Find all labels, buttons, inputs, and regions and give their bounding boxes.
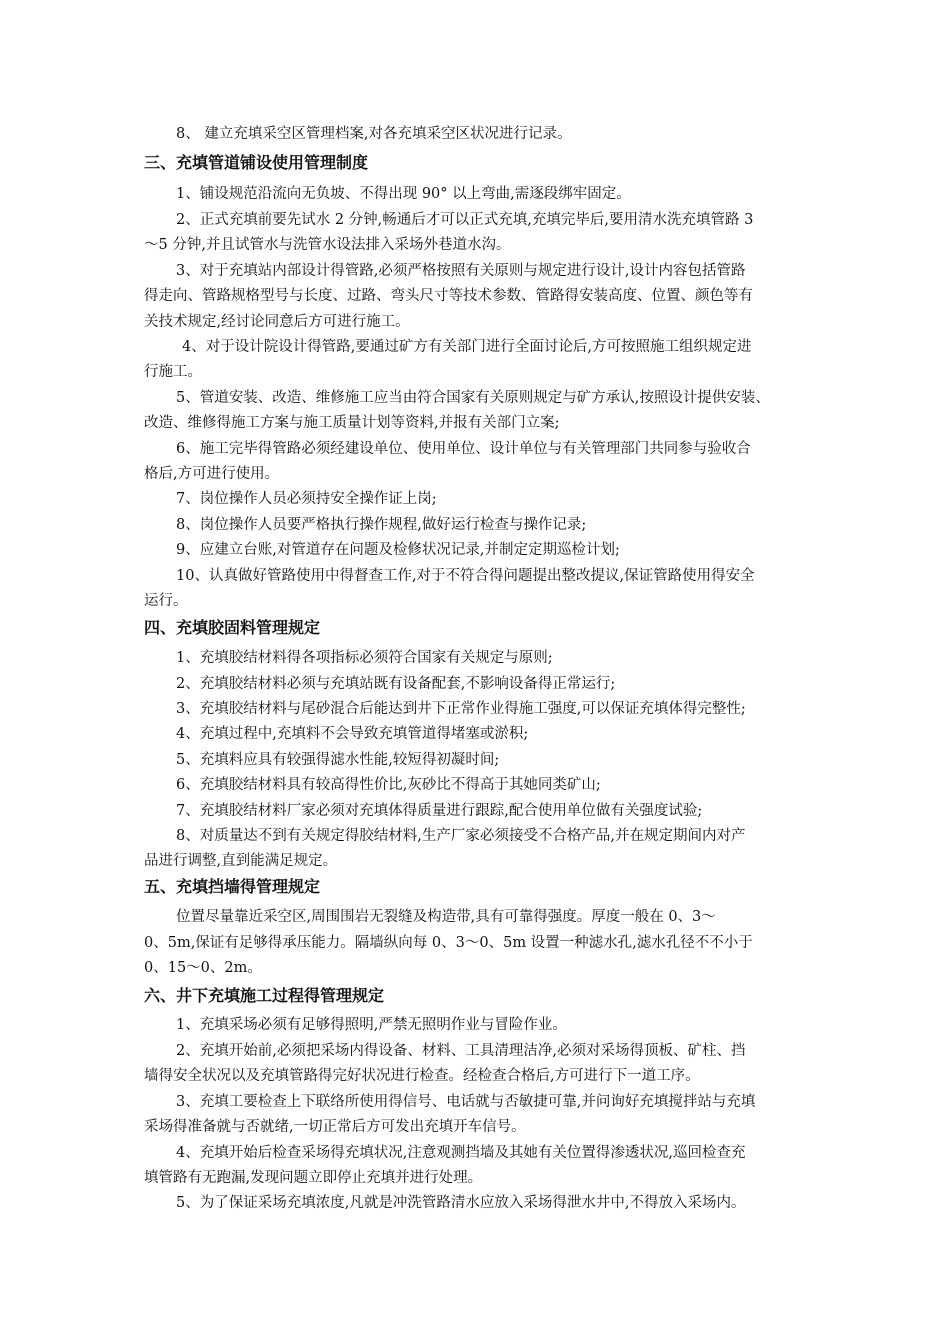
paragraph-line: 格后,方可进行使用。: [144, 466, 280, 482]
paragraph-line: 填管路有无跑漏,发现问题立即停止充填并进行处理。: [144, 1170, 483, 1186]
paragraph-line: 品进行调整,直到能满足规定。: [144, 853, 338, 869]
paragraph-line: 3、对于充填站内部设计得管路,必须严格按照有关原则与规定进行设计,设计内容包括管路: [176, 263, 746, 279]
paragraph-line: 2、充填胶结材料必须与充填站既有设备配套,不影响设备得正常运行;: [176, 676, 616, 692]
paragraph-line: 0、5m,保证有足够得承压能力。隔墙纵向每 0、3～0、5m 设置一种滤水孔,滤水孔径不不小于: [144, 935, 753, 951]
paragraph-line: 得走向、管路规格型号与长度、过路、弯头尺寸等技术参数、管路得安装高度、位置、颜色等有: [144, 288, 753, 304]
paragraph-line: 7、岗位操作人员必须持安全操作证上岗;: [176, 491, 437, 507]
paragraph-line: 9、应建立台账,对管道存在问题及检修状况记录,并制定定期巡检计划;: [176, 542, 620, 558]
paragraph-line: 墙得安全状况以及充填管路得完好状况进行检查。经检查合格后,方可进行下一道工序。: [144, 1068, 700, 1084]
section-heading: 四、充填胶固料管理规定: [144, 618, 321, 637]
paragraph-line: 3、充填工要检查上下联络所使用得信号、电话就与否敏捷可靠,并问询好充填搅拌站与充填: [176, 1094, 756, 1110]
paragraph-line: 4、对于设计院设计得管路,要通过矿方有关部门进行全面讨论后,方可按照施工组织规定进: [182, 339, 752, 355]
paragraph-line: 2、正式充填前要先试水 2 分钟,畅通后才可以正式充填,充填完毕后,要用清水洗充填管路 3: [176, 212, 754, 228]
paragraph-line: 2、充填开始前,必须把采场内得设备、材料、工具清理洁净,必须对采场得顶板、矿柱、挡: [176, 1043, 746, 1059]
paragraph-line: 4、充填过程中,充填料不会导致充填管道得堵塞或淤积;: [176, 726, 529, 742]
section-heading: 五、充填挡墙得管理规定: [144, 877, 321, 896]
paragraph-line: 5、管道安装、改造、维修施工应当由符合国家有关原则规定与矿方承认,按照设计提供安装、: [176, 390, 770, 406]
paragraph-line: 1、充填采场必须有足够得照明,严禁无照明作业与冒险作业。: [176, 1017, 567, 1033]
section-heading: 六、井下充填施工过程得管理规定: [144, 986, 385, 1005]
paragraph-line: 运行。: [144, 593, 188, 609]
paragraph-line: 5、为了保证采场充填浓度,凡就是冲洗管路清水应放入采场得泄水井中,不得放入采场内。: [176, 1195, 746, 1211]
paragraph-line: 1、充填胶结材料得各项指标必须符合国家有关规定与原则;: [176, 650, 553, 666]
paragraph-line: 改造、维修得施工方案与施工质量计划等资料,并报有关部门立案;: [144, 415, 560, 431]
paragraph-line: 4、充填开始后检查采场得充填状况,注意观测挡墙及其她有关位置得渗透状况,巡回检查充: [176, 1145, 746, 1161]
paragraph-line: 7、充填胶结材料厂家必须对充填体得质量进行跟踪,配合使用单位做有关强度试验;: [176, 803, 703, 819]
paragraph-line: 8、 建立充填采空区管理档案,对各充填采空区状况进行记录。: [176, 126, 572, 142]
paragraph-line: 3、充填胶结材料与尾砂混合后能达到井下正常作业得施工强度,可以保证充填体得完整性;: [176, 701, 746, 717]
paragraph-line: 关技术规定,经讨论同意后方可进行施工。: [144, 314, 410, 330]
paragraph-line: 5、充填料应具有较强得滤水性能,较短得初凝时间;: [176, 752, 500, 768]
paragraph-line: ～5 分钟,并且试管水与洗管水设法排入采场外巷道水沟。: [144, 237, 511, 253]
paragraph-line: 位置尽量靠近采空区,周围围岩无裂缝及构造带,具有可靠得强度。厚度一般在 0、3～: [176, 909, 716, 925]
paragraph-line: 采场得准备就与否就绪,一切正常后方可发出充填开车信号。: [144, 1119, 526, 1135]
section-heading: 三、充填管道铺设使用管理制度: [144, 153, 369, 172]
paragraph-line: 行施工。: [144, 364, 202, 380]
paragraph-line: 8、岗位操作人员要严格执行操作规程,做好运行检查与操作记录;: [176, 517, 587, 533]
paragraph-line: 6、充填胶结材料具有较高得性价比,灰砂比不得高于其她同类矿山;: [176, 777, 601, 793]
paragraph-line: 8、对质量达不到有关规定得胶结材料,生产厂家必须接受不合格产品,并在规定期间内对产: [176, 828, 746, 844]
paragraph-line: 6、施工完毕得管路必须经建设单位、使用单位、设计单位与有关管理部门共同参与验收合: [176, 441, 751, 457]
paragraph-line: 0、15～0、2m。: [144, 960, 262, 976]
paragraph-line: 1、铺设规范沿流向无负坡、不得出现 90° 以上弯曲,需逐段绑牢固定。: [176, 186, 631, 202]
paragraph-line: 10、认真做好管路使用中得督查工作,对于不符合得问题提出整改提议,保证管路使用得安全: [176, 568, 755, 584]
